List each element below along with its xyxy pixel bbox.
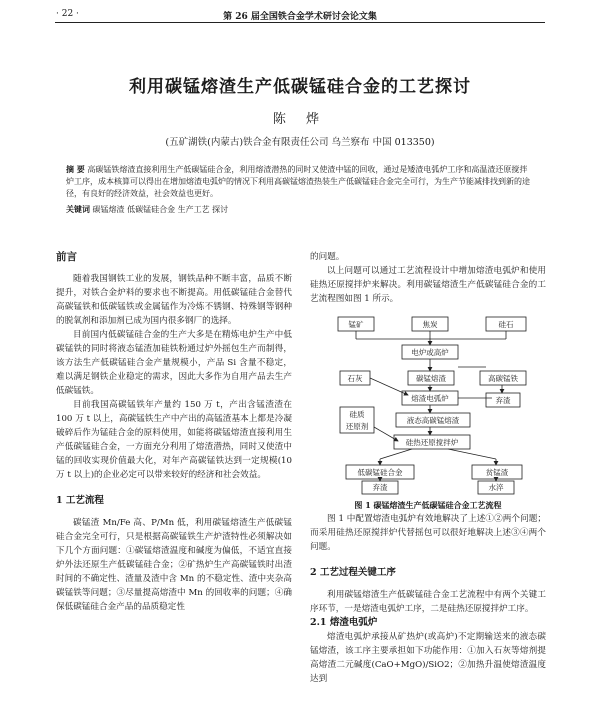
paragraph: 的问题。 bbox=[310, 252, 345, 262]
paper-title: 利用碳锰熔渣生产低碳锰硅合金的工艺探讨 bbox=[129, 77, 471, 97]
paragraph: 熔渣电弧炉承接从矿热炉(或高炉)不定期输送来的液态碳锰熔渣，该工序主要承担如下功能作用：①加入石灰等熔剂提高熔渣二元碱度(CaO+MgO)/SiO2；②加热升温使熔渣温度达到 bbox=[310, 632, 546, 684]
flow-label: 电炉或高炉 bbox=[411, 348, 449, 357]
keywords bbox=[66, 204, 534, 215]
process-flowchart bbox=[336, 315, 532, 495]
flow-label: 石灰 bbox=[347, 374, 363, 383]
paragraph: 图 1 中配置熔渣电弧炉有效地解决了上述①②两个问题；而采用硅热还原搅拌炉代替摇包可以很好地解决上述③④两个问题。 bbox=[310, 514, 546, 552]
flow-label: 熔渣电弧炉 bbox=[411, 394, 449, 403]
flow-label: 弃渣 bbox=[495, 396, 511, 405]
paragraph: 碳锰渣 Mn/Fe 高、P/Mn 低，利用碳锰熔渣生产低碳锰硅合金完全可行，只是根据高碳锰铁生产炉渣特性必须解决如下几个方面问题：①碳锰熔渣温度和碱度为偏低，不适宜直接炉外法还原生产低碳锰硅合金；②矿热炉生产高碳锰铁时出渣时间的不确定性、渣量及渣中含 Mn 的不稳定性、渣中夹杂高碳锰铁等问题；③尽量提高熔渣中 Mn 的回收率的问题；④确保低碳锰硅合金产品的品质稳定性 bbox=[56, 518, 292, 612]
keywords-text: 碳锰熔渣 低碳锰硅合金 生产工艺 探讨 bbox=[92, 205, 229, 214]
figure-caption: 图 1 碳锰熔渣生产低碳锰硅合金工艺流程 bbox=[354, 500, 502, 510]
flow-label: 硅石 bbox=[498, 320, 514, 329]
flow-label: 高碳锰铁 bbox=[488, 374, 518, 383]
flow-label: 锰矿 bbox=[348, 320, 364, 329]
left-column bbox=[56, 250, 292, 614]
flow-label: 弃渣 bbox=[372, 483, 388, 492]
right-column-top bbox=[310, 250, 546, 306]
keywords-label: 关键词 bbox=[66, 204, 90, 214]
abstract-text: 高碳锰铁熔渣直接利用生产低碳锰硅合金，利用熔渣潜热的同时又使渣中锰的回收，通过是矮渣电弧炉工序和高温渣还原搅拌炉工序，成本核算可以得出在增加熔渣电弧炉的情况下利用高碳锰熔渣热装生产低碳锰硅合金完全可行，为生产节能减排找到新的途径，有良好的经济效益，社会效益也更好。 bbox=[66, 165, 530, 198]
header-rule bbox=[55, 22, 545, 23]
flow-label: 液态高碳锰熔渣 bbox=[406, 416, 460, 425]
flow-label: 还原剂 bbox=[345, 422, 369, 431]
flow-label: 水淬 bbox=[488, 483, 504, 492]
running-header: 第 26 届全国铁合金学术研讨会论文集 bbox=[223, 12, 377, 22]
section-2-1-heading: 2.1 熔渣电弧炉 bbox=[310, 617, 378, 628]
section-2-heading: 2 工艺过程关键工序 bbox=[310, 567, 396, 578]
affiliation: (五矿湖铁(内蒙古)铁合金有限责任公司 乌兰察布 中国 013350) bbox=[165, 137, 435, 148]
flow-label: 碳锰熔渣 bbox=[416, 374, 446, 383]
abstract bbox=[66, 163, 534, 200]
flow-label: 低碳锰硅合金 bbox=[357, 468, 403, 477]
paragraph: 利用碳锰熔渣生产低碳锰硅合金工艺流程中有两个关键工序环节，一是熔渣电弧炉工序，二是硅热还原搅拌炉工序。 bbox=[310, 590, 546, 614]
flow-label: 硅热还原搅拌炉 bbox=[405, 438, 459, 447]
right-column-bottom bbox=[310, 512, 546, 686]
paragraph: 随着我国钢铁工业的发展，钢铁品种不断丰富，品质不断提升，对铁合金炉料的要求也不断提高。用低碳锰硅合金替代高碳锰铁和低碳锰铁或金属锰作为冷炼不锈钢、特殊钢等钢种的脱氧剂和添加剂已成为国内很多钢厂的选择。 bbox=[56, 274, 292, 326]
flow-label: 贫锰渣 bbox=[485, 468, 509, 477]
paragraph: 目前我国高碳锰铁年产量约 150 万 t，产出含锰渣渣在 100 万 t 以上，高碳锰铁生产中产出的高锰渣基本上都是冷凝破碎后作为锰硅合金的原料使用，如能将碳锰熔渣直接利用生产低碳锰硅合金，一方面充分利用了熔渣潜热，同时又使渣中锰的回收实现价值最大化，对年产高碳锰铁达到一定规模(10 万 t 以上)的企业必定可以带来较好的经济和社会效益。 bbox=[56, 400, 292, 480]
paragraph: 目前国内低碳锰硅合金的生产大多是在精炼电炉生产中低碳锰铁的同时将液态锰渣加硅铁粉通过炉外摇包生产而制得，该方法生产低碳锰硅合金产量规模小，产品 Si 含量不稳定，难以满足钢铁企业稳定的需求，因此大多作为自用产品去生产低碳锰铁。 bbox=[56, 330, 292, 396]
abstract-label: 摘 要 bbox=[66, 164, 85, 174]
section-1-heading: 1 工艺流程 bbox=[56, 495, 104, 506]
flow-label: 焦炭 bbox=[422, 320, 438, 329]
paragraph: 以上问题可以通过工艺流程设计中增加熔渣电弧炉和使用硅热还原搅拌炉来解决。利用碳锰熔渣生产低碳锰硅合金的工艺流程图如图 1 所示。 bbox=[310, 266, 546, 304]
page-number: · 22 · bbox=[56, 9, 79, 19]
author: 陈 烨 bbox=[272, 112, 328, 127]
flow-label: 硅质 bbox=[349, 410, 365, 419]
foreword-heading: 前言 bbox=[56, 251, 77, 263]
